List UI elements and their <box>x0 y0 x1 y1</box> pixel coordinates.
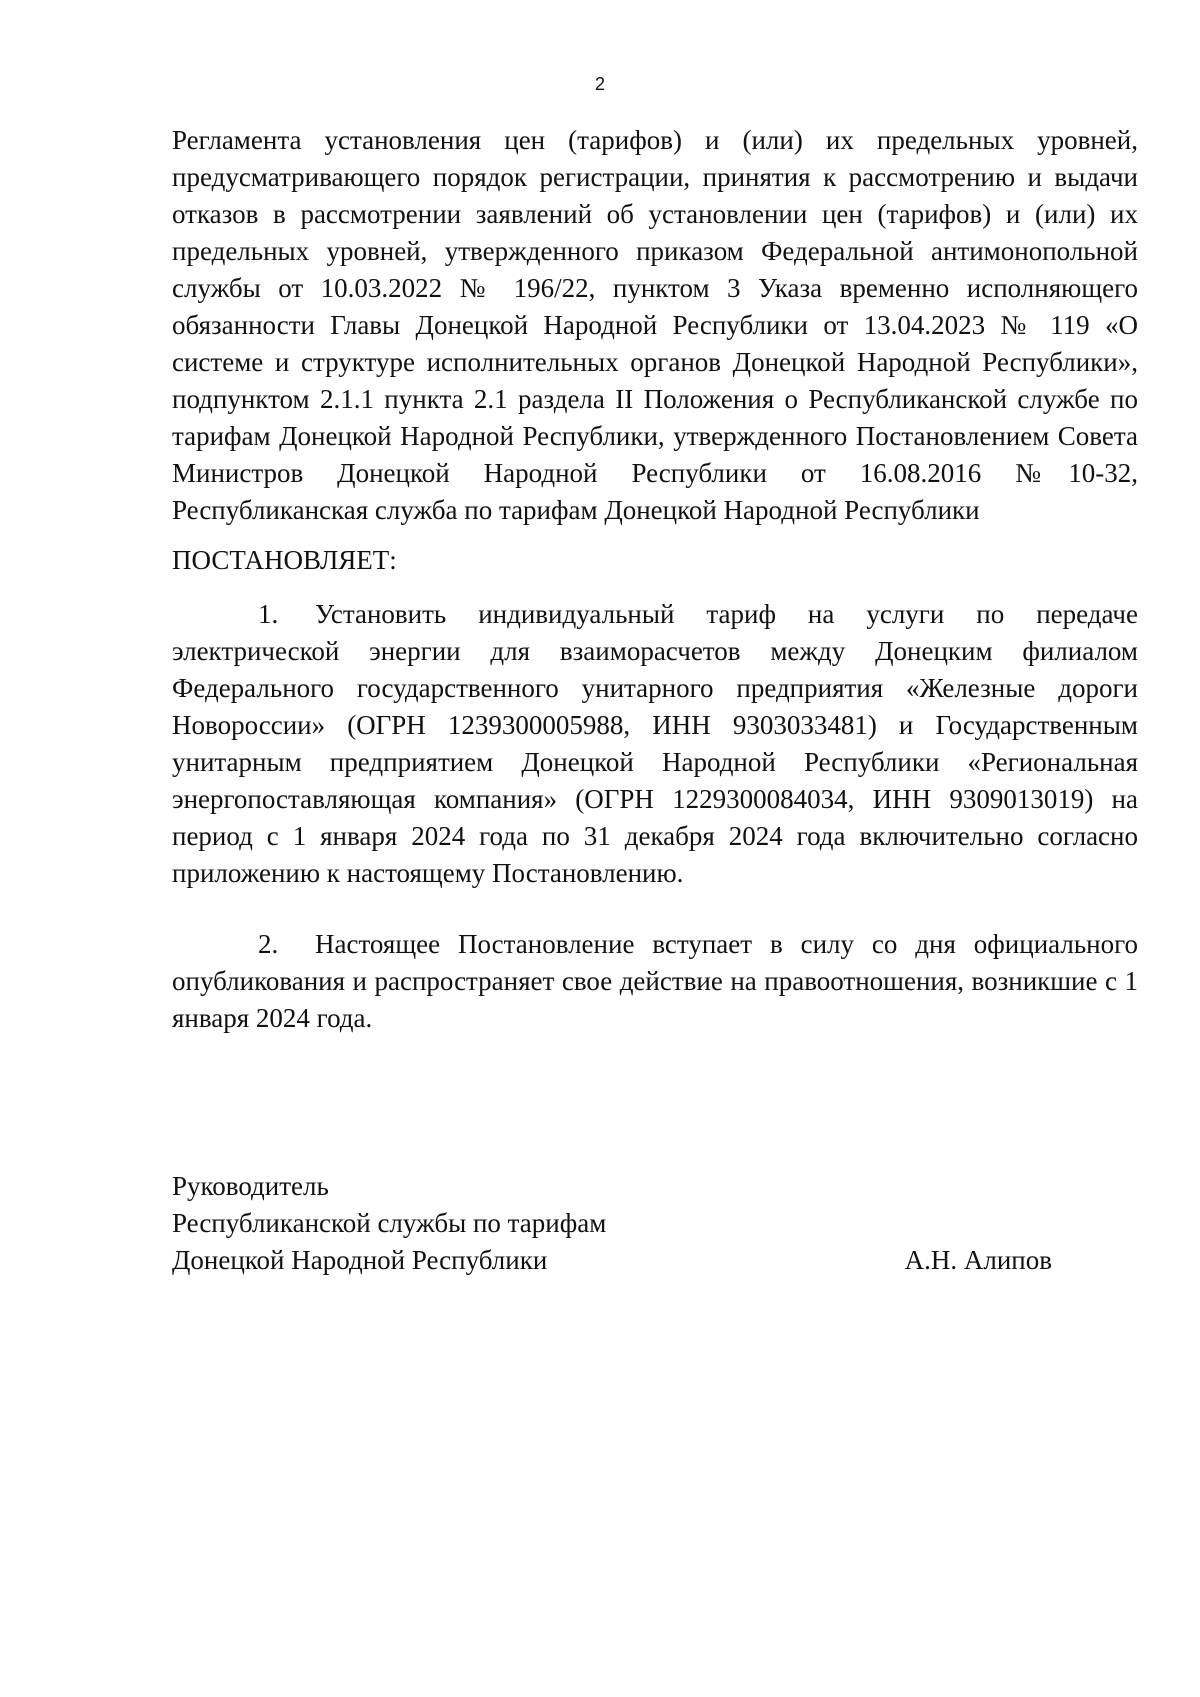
decree-item-2 <box>172 926 1138 1037</box>
item-number: 1. <box>258 599 279 629</box>
signature-block <box>172 1168 1052 1279</box>
intro-paragraph: Регламента установления цен (тарифов) и (или) их предельных уровней, предусматривающего порядок регистрации, принятия к рассмотрению и выдачи отказов в рассмотрении заявлений об установлении цен (тарифов) и (или) их предельных уровней, утвержденного приказом Федеральной антимонопольной службы от 10.03.2022 № 196/22, пунктом 3 Указа временно исполняющего обязанности Главы Донецкой Народной Республики от 13.04.2023 № 119 «О системе и структуре исполнительных органов Донецкой Народной Республики», подпунктом 2.1.1 пункта 2.1 раздела II Положения о Республиканской службе по тарифам Донецкой Народной Республики, утвержденного Постановлением Совета Министров Донецкой Народной Республики от 16.08.2016 №10-32, Республиканская служба по тарифам Донецкой Народной Республики <box>172 125 1138 525</box>
item-text: Настоящее Постановление вступает в силу со дня официального опубликования и распространяет свое действие на правоотношения, возникшие с 1 января 2024 года. <box>172 929 1138 1033</box>
signatory-title: Руководитель <box>172 1171 329 1201</box>
document-body <box>172 122 1138 1037</box>
signatory-organization-line1: Республиканской службы по тарифам <box>172 1208 607 1238</box>
item-text: Установить индивидуальный тариф на услуги по передаче электрической энергии для взаиморасчетов между Донецким филиалом Федерального государственного унитарного предприятия «Железные дороги Новороссии» (ОГРН 1239300005988, ИНН 9303033481) и Государственным унитарным предприятием Донецкой Народной Республики «Региональная энергопоставляющая компания» (ОГРН 1229300084034, ИНН 9309013019) на период с 1 января 2024 года по 31 декабря 2024 года включительно согласно приложению к настоящему Постановлению. <box>172 599 1138 888</box>
decree-item-1 <box>172 596 1138 892</box>
signatory-name: А.Н. Алипов <box>904 1245 1052 1275</box>
decree-heading: ПОСТАНОВЛЯЕТ: <box>172 545 397 575</box>
page-number: 2 <box>594 74 605 94</box>
signatory-organization-line2: Донецкой Народной Республики <box>172 1245 548 1275</box>
item-number: 2. <box>258 929 279 959</box>
